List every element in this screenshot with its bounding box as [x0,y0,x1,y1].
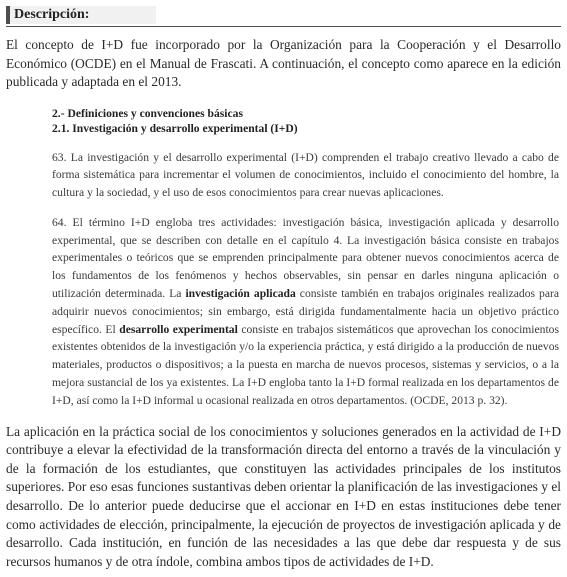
term-experimental-development: desarrollo experimental [119,322,238,336]
quote-paragraph-64 [52,214,559,410]
closing-paragraph: La aplicación en la práctica social de los conocimientos y soluciones generados en la actividad de I+D contribuye a elevar la efectividad de la transformación directa del entorno a través de la vinculación y de la formación de los estudiantes, que constituyen las actividades principales de los institutos superiores. Por eso esas funciones sustantivas deben orientar la planificación de las investigaciones y el desarrollo. De lo anterior puede deducirse que el accionar en I+D en estas instituciones debe tener como actividades de elección, principalmente, la ejecución de proyectos de investigación aplicada y de desarrollo. Cada institución, en función de las necesidades a las que debe dar respuesta y de sus recursos humanos y de otra índole, combina ambos tipos de actividades de I+D. [6,423,561,569]
para64-text-2: consiste también en trabajos originales realizados para adquirir nuevos conocimientos; sin embargo, está dirigida fundamentalmente hacia un objetivo práctico específico. El [52,287,559,336]
section-title: Descripción: [6,6,156,24]
term-applied-research: investigación aplicada [185,287,296,301]
block-quote [52,106,559,410]
intro-paragraph: El concepto de I+D fue incorporado por la Organización para la Cooperación y el Desarrollo Económico (OCDE) en el Manual de Frascati. A continuación, el concepto como aparece en la edición publicada y adaptada en el 2013. [6,37,561,89]
quote-paragraph-63: 63. La investigación y el desarrollo experimental (I+D) comprenden el trabajo creativo llevado a cabo de forma sistemática para incrementar el volumen de conocimientos, incluido el conocimiento del hombre, la cultura y la sociedad, y el uso de esos conocimientos para crear nuevas aplicaciones. [52,150,559,200]
quote-heading-2: 2.1. Investigación y desarrollo experimental (I+D) [52,122,298,135]
quote-heading-1: 2.- Definiciones y convenciones básicas [52,106,243,120]
para64-text-3: consiste en trabajos sistemáticos que aprovechan los conocimientos existentes obtenidos de la investigación y/o la experiencia práctica, y está dirigido a la producción de nuevos materiales, productos o dispositivos; a la puesta en marcha de nuevos procesos, sistemas y servicios, o a la mejora sustancial de los ya existentes. La I+D engloba tanto la I+D formal realizada en los departamentos de I+D, así como la I+D informal u ocasional realizada en otros departamentos. (OCDE, 2013 p. 32). [52,322,559,407]
document-page [0,6,567,577]
para64-text-1: 64. El término I+D engloba tres actividades: investigación básica, investigación aplicada y desarrollo experimental, que se describen con detalle en el capítulo 4. La investigación básica consiste en trabajos experimentales o teóricos que se emprenden principalmente para obtener nuevos conocimientos acerca de los fundamentos de los fenómenos y hechos observables, sin pensar en darles ninguna aplicación o utilización determinada. La [52,215,559,301]
section-divider [6,26,561,27]
